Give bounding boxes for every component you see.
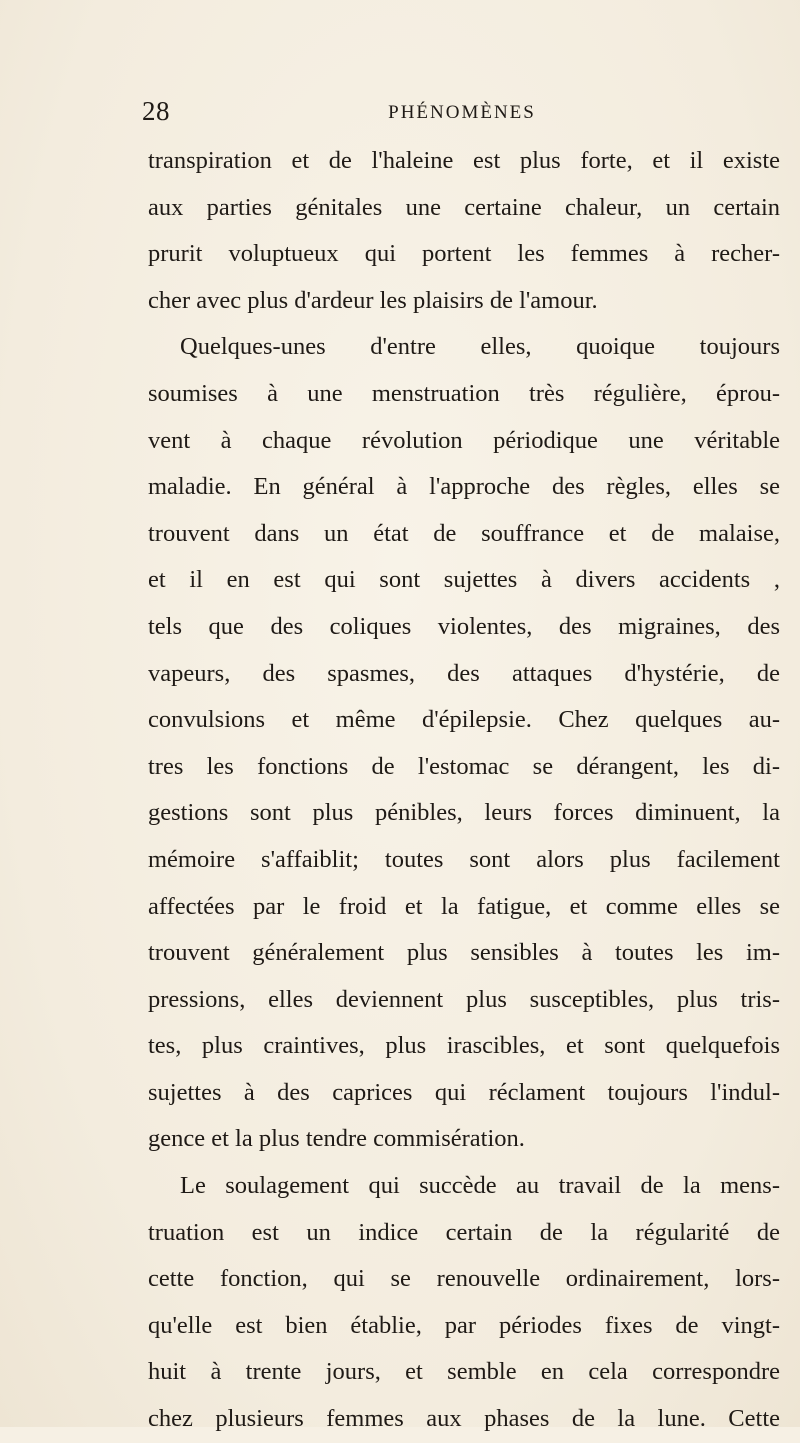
text-line: pressions, elles deviennent plus susceptibles, plus tris- bbox=[148, 985, 780, 1013]
text-line: cher avec plus d'ardeur les plaisirs de l'amour. bbox=[148, 286, 598, 314]
text-line: tres les fonctions de l'estomac se dérangent, les di- bbox=[148, 752, 780, 780]
text-line: vapeurs, des spasmes, des attaques d'hystérie, de bbox=[148, 659, 780, 687]
text-line: sujettes à des caprices qui réclament toujours l'indul- bbox=[148, 1078, 780, 1106]
text-line: prurit voluptueux qui portent les femmes à recher- bbox=[148, 240, 780, 268]
text-line: et il en est qui sont sujettes à divers accidents , bbox=[148, 566, 780, 594]
page-number: 28 bbox=[142, 96, 170, 126]
body-text bbox=[148, 138, 780, 1443]
text-line: transpiration et de l'haleine est plus forte, et il existe bbox=[148, 147, 780, 174]
text-line: Quelques-unes d'entre elles, quoique toujours bbox=[180, 333, 780, 361]
text-line: tels que des coliques violentes, des migraines, des bbox=[148, 612, 780, 640]
text-line: maladie. En général à l'approche des règles, elles se bbox=[148, 473, 780, 501]
text-line: aux parties génitales une certaine chaleur, un certain bbox=[148, 193, 780, 221]
text-line: truation est un indice certain de la régularité de bbox=[148, 1218, 780, 1246]
text-line: trouvent dans un état de souffrance et de malaise, bbox=[148, 519, 780, 547]
text-line: cette fonction, qui se renouvelle ordinairement, lors- bbox=[148, 1265, 780, 1293]
text-line: chez plusieurs femmes aux phases de la lune. Cette bbox=[148, 1405, 780, 1433]
running-title: PHÉNOMÈNES bbox=[388, 102, 536, 123]
text-line: tes, plus craintives, plus irascibles, et sont quelquefois bbox=[148, 1032, 780, 1060]
running-header bbox=[142, 96, 782, 132]
text-line: affectées par le froid et la fatigue, et comme elles se bbox=[148, 892, 780, 920]
text-line: convulsions et même d'épilepsie. Chez quelques au- bbox=[148, 706, 780, 734]
text-line: gence et la plus tendre commisération. bbox=[148, 1125, 525, 1153]
text-line: huit à trente jours, et semble en cela correspondre bbox=[148, 1358, 780, 1386]
text-line: soumises à une menstruation très régulière, éprou- bbox=[148, 379, 780, 407]
text-line: vent à chaque révolution périodique une véritable bbox=[148, 426, 780, 454]
text-line: gestions sont plus pénibles, leurs forces diminuent, la bbox=[148, 799, 780, 827]
text-line: trouvent généralement plus sensibles à toutes les im- bbox=[148, 939, 780, 967]
text-line: Le soulagement qui succède au travail de la mens- bbox=[180, 1172, 780, 1200]
text-line: mémoire s'affaiblit; toutes sont alors plus facilement bbox=[148, 845, 780, 873]
text-line: qu'elle est bien établie, par périodes fixes de vingt- bbox=[148, 1311, 780, 1339]
